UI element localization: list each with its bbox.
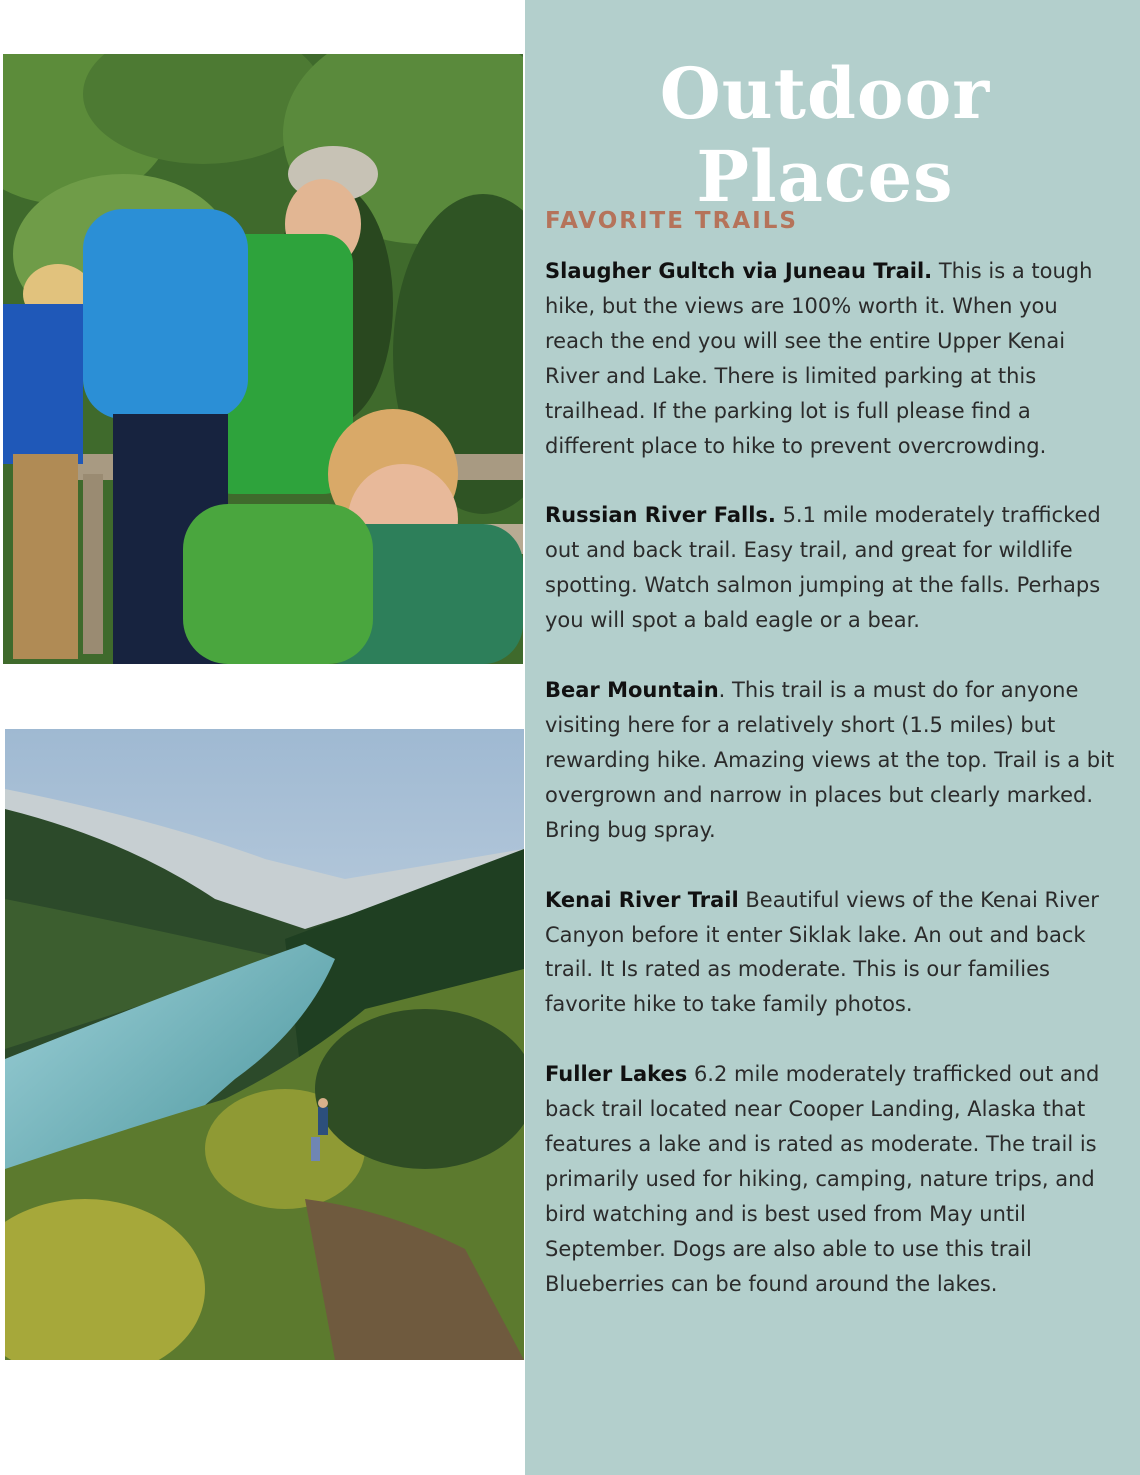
trail-list <box>545 254 1123 1337</box>
trail-description: 6.2 mile moderately trafficked out and back trail located near Cooper Landing, Alaska that features a lake and is rated as moderate. The trail is primarily used for hiking, camping, nature trips, and bird watching and is best used from May until September. Dogs are also able to use this trail Blueberries can be found around the lakes. <box>545 1062 1100 1296</box>
trail-name: Russian River Falls. <box>545 503 776 528</box>
trail-name: Fuller Lakes <box>545 1062 688 1087</box>
trail-description: . This trail is a must do for anyone visiting here for a relatively short (1.5 miles) but rewarding hike. Amazing views at the top. Trail is a bit overgrown and narrow in places but clearly marked. Bring bug spray. <box>545 678 1115 842</box>
trail-description: Beautiful views of the Kenai River Canyon before it enter Siklak lake. An out and back trail. It Is rated as moderate. This is our families favorite hike to take family photos. <box>545 887 1099 1017</box>
section-label: FAVORITE TRAILS <box>545 208 798 234</box>
trail-name: Kenai River Trail <box>545 887 739 912</box>
trail-description: This is a tough hike, but the views are 100% worth it. When you reach the end you will see the entire Upper Kenai River and Lake. There is limited parking at this trailhead. If the parking lot is full please find a different place to hike to prevent overcrowding. <box>545 259 1093 458</box>
content-panel <box>525 0 1140 1475</box>
page-title: Outdoor Places <box>659 52 991 218</box>
river-canyon-photo <box>5 729 524 1360</box>
trail-description: 5.1 mile moderately trafficked out and back trail. Easy trail, and great for wildlife spotting. Watch salmon jumping at the falls. Perhaps you will spot a bald eagle or a bear. <box>545 503 1101 633</box>
trail-item <box>545 254 1123 463</box>
trail-item <box>545 673 1123 848</box>
trail-item <box>545 498 1123 638</box>
trail-item <box>545 1057 1123 1301</box>
trail-name: Bear Mountain <box>545 678 719 703</box>
hikers-photo <box>3 54 523 664</box>
trail-name: Slaugher Gultch via Juneau Trail. <box>545 259 933 283</box>
trail-item <box>545 883 1123 1023</box>
